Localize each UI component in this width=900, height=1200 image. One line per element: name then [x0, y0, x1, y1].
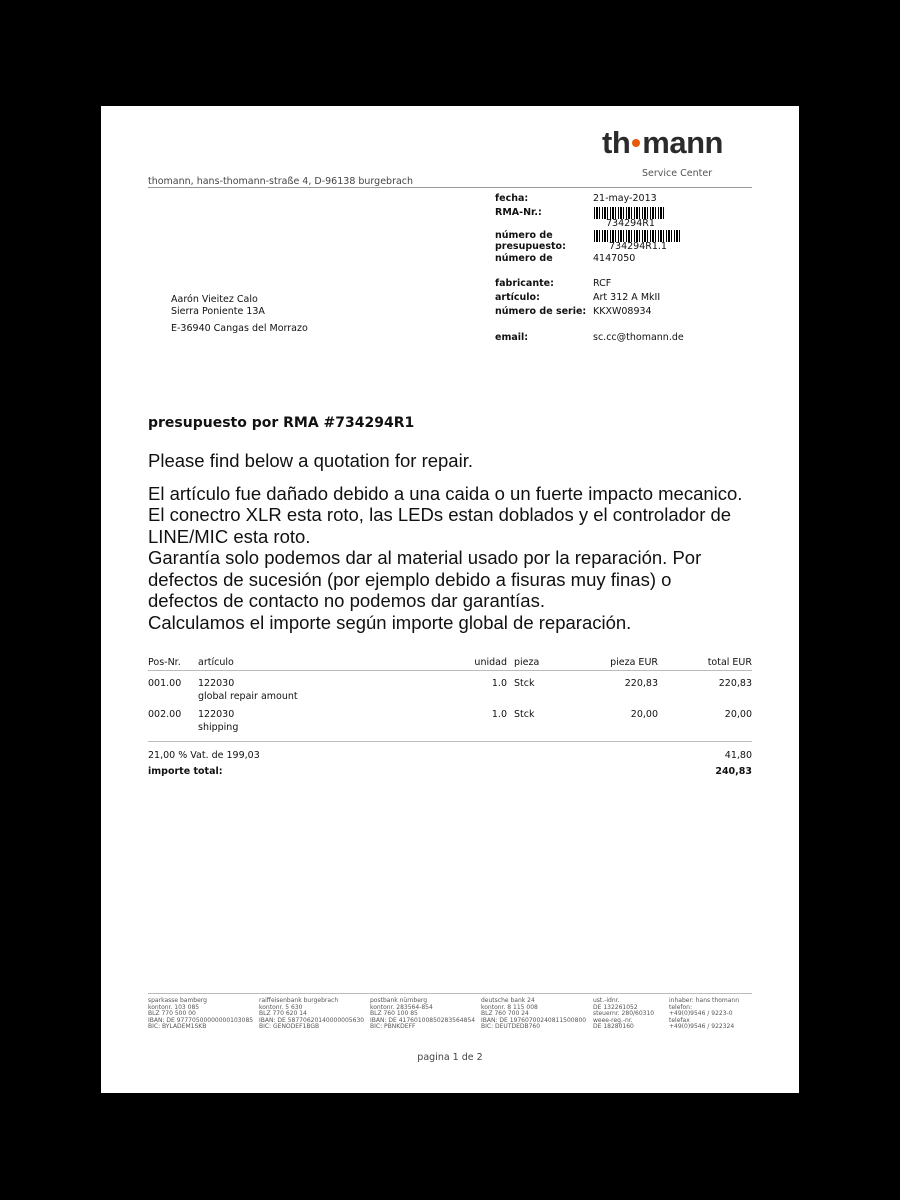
rma-label: RMA-Nr.: [495, 207, 542, 218]
articulo-label: artículo: [495, 292, 540, 303]
service-center-label: Service Center [642, 168, 713, 179]
row-qty: 1.0 [491, 678, 507, 689]
logo-dot-icon [632, 139, 640, 147]
recipient-city: E-36940 Cangas del Morrazo [171, 323, 308, 334]
col-header-articulo: artículo [198, 657, 234, 668]
row-code: 122030 [198, 709, 235, 720]
footer-contact: inhaber: hans thomann telefon: +49(0)9546 / 9223-0 telefax +49(0)9546 / 922324 [669, 997, 740, 1030]
footer-bank-sparkasse: sparkasse bamberg kontonr. 103 085 BLZ 770 500 00 IBAN: DE 97770500000000103085 BIC: BYLADEM1SKB [148, 997, 254, 1030]
header-divider [148, 187, 752, 188]
col-header-unidad: unidad [474, 657, 507, 668]
numero-value: 4147050 [593, 253, 636, 264]
row-code: 122030 [198, 678, 235, 689]
fecha-label: fecha: [495, 193, 529, 204]
row-qty: 1.0 [491, 709, 507, 720]
fecha-value: 21-may-2013 [593, 193, 657, 204]
footer-tax-info: ust.-idnr. DE 132261052 steuernr. 280/60310 weee-reg.-nr. DE 18280160 [593, 997, 655, 1030]
fabricante-value: RCF [593, 278, 612, 289]
row-unit: Stck [514, 678, 535, 689]
footer-bank-postbank: postbank nürnberg kontonr. 283564-854 BLZ 760 100 85 IBAN: DE 41760100850283564854 BIC: PBNKDEFF [370, 997, 476, 1030]
row-price: 220,83 [624, 678, 658, 689]
serie-label: número de serie: [495, 306, 587, 317]
footer-bank-raiffeisen: raiffeisenbank burgebrach kontonr. 5 630 BLZ 770 620 14 IBAN: DE 58770620140000005630 BIC: GENODEF1BGB [259, 997, 365, 1030]
row-desc: global repair amount [198, 691, 298, 702]
fabricante-label: fabricante: [495, 278, 554, 289]
col-header-pieza: pieza [514, 657, 540, 668]
row-desc: shipping [198, 722, 239, 733]
body-line: El conectro XLR esta roto, las LEDs estan doblados y el controlador de [148, 504, 732, 525]
body-line: El artículo fue dañado debido a una caida o un fuerte impacto mecanico. [148, 482, 743, 504]
row-pos: 002.00 [148, 709, 182, 720]
email-label: email: [495, 332, 529, 343]
rma-value: 734294R1 [606, 218, 655, 229]
row-unit: Stck [514, 709, 535, 720]
table-header-divider [148, 670, 752, 671]
body-paragraph [148, 483, 742, 634]
row-total: 20,00 [724, 709, 752, 720]
row-pos: 001.00 [148, 678, 182, 689]
presupuesto-label-1: número de [495, 230, 553, 241]
sender-address-line: thomann, hans-thomann-straße 4, D-96138 burgebrach [148, 176, 414, 187]
body-intro: Please find below a quotation for repair. [148, 450, 473, 471]
body-line: Calculamos el importe según importe global de reparación. [148, 611, 632, 633]
body-line: defectos de sucesión (por ejemplo debido a fisuras muy finas) o [148, 568, 672, 590]
footer-divider [148, 993, 752, 994]
row-total: 220,83 [718, 678, 752, 689]
articulo-value: Art 312 A MkII [593, 292, 661, 303]
thomann-logo: th mann [602, 125, 723, 160]
numero-label: número de [495, 253, 553, 264]
vat-label: 21,00 % Vat. de 199,03 [148, 750, 260, 761]
footer-bank-deutsche: deutsche bank 24 kontonr. 8 115 008 BLZ 760 700 24 IBAN: DE 19760700240811500800 BIC: DEUTDEDB760 [481, 997, 587, 1030]
table-footer-divider [148, 741, 752, 742]
total-value: 240,83 [715, 766, 752, 777]
recipient-street: Sierra Poniente 13A [171, 306, 265, 317]
presupuesto-value: 734294R1.1 [609, 241, 667, 252]
presupuesto-label-2: presupuesto: [495, 241, 566, 252]
serie-value: KKXW08934 [593, 306, 652, 317]
vat-value: 41,80 [724, 750, 752, 761]
col-header-total-eur: total EUR [707, 657, 752, 668]
quote-heading: presupuesto por RMA #734294R1 [148, 415, 415, 431]
col-header-pos: Pos-Nr. [148, 657, 181, 668]
document-page [101, 106, 799, 1093]
page-indicator: pagina 1 de 2 [417, 1052, 483, 1063]
body-line: LINE/MIC esta roto. [148, 525, 311, 547]
total-label: importe total: [148, 766, 223, 777]
email-value[interactable]: sc.cc@thomann.de [593, 332, 684, 343]
body-line: defectos de contacto no podemos dar garantías. [148, 590, 545, 611]
col-header-pieza-eur: pieza EUR [610, 657, 658, 668]
body-line: Garantía solo podemos dar al material usado por la reparación. Por [148, 547, 702, 568]
recipient-name: Aarón Vieitez Calo [171, 294, 258, 305]
row-price: 20,00 [630, 709, 658, 720]
quote-body [148, 450, 742, 633]
